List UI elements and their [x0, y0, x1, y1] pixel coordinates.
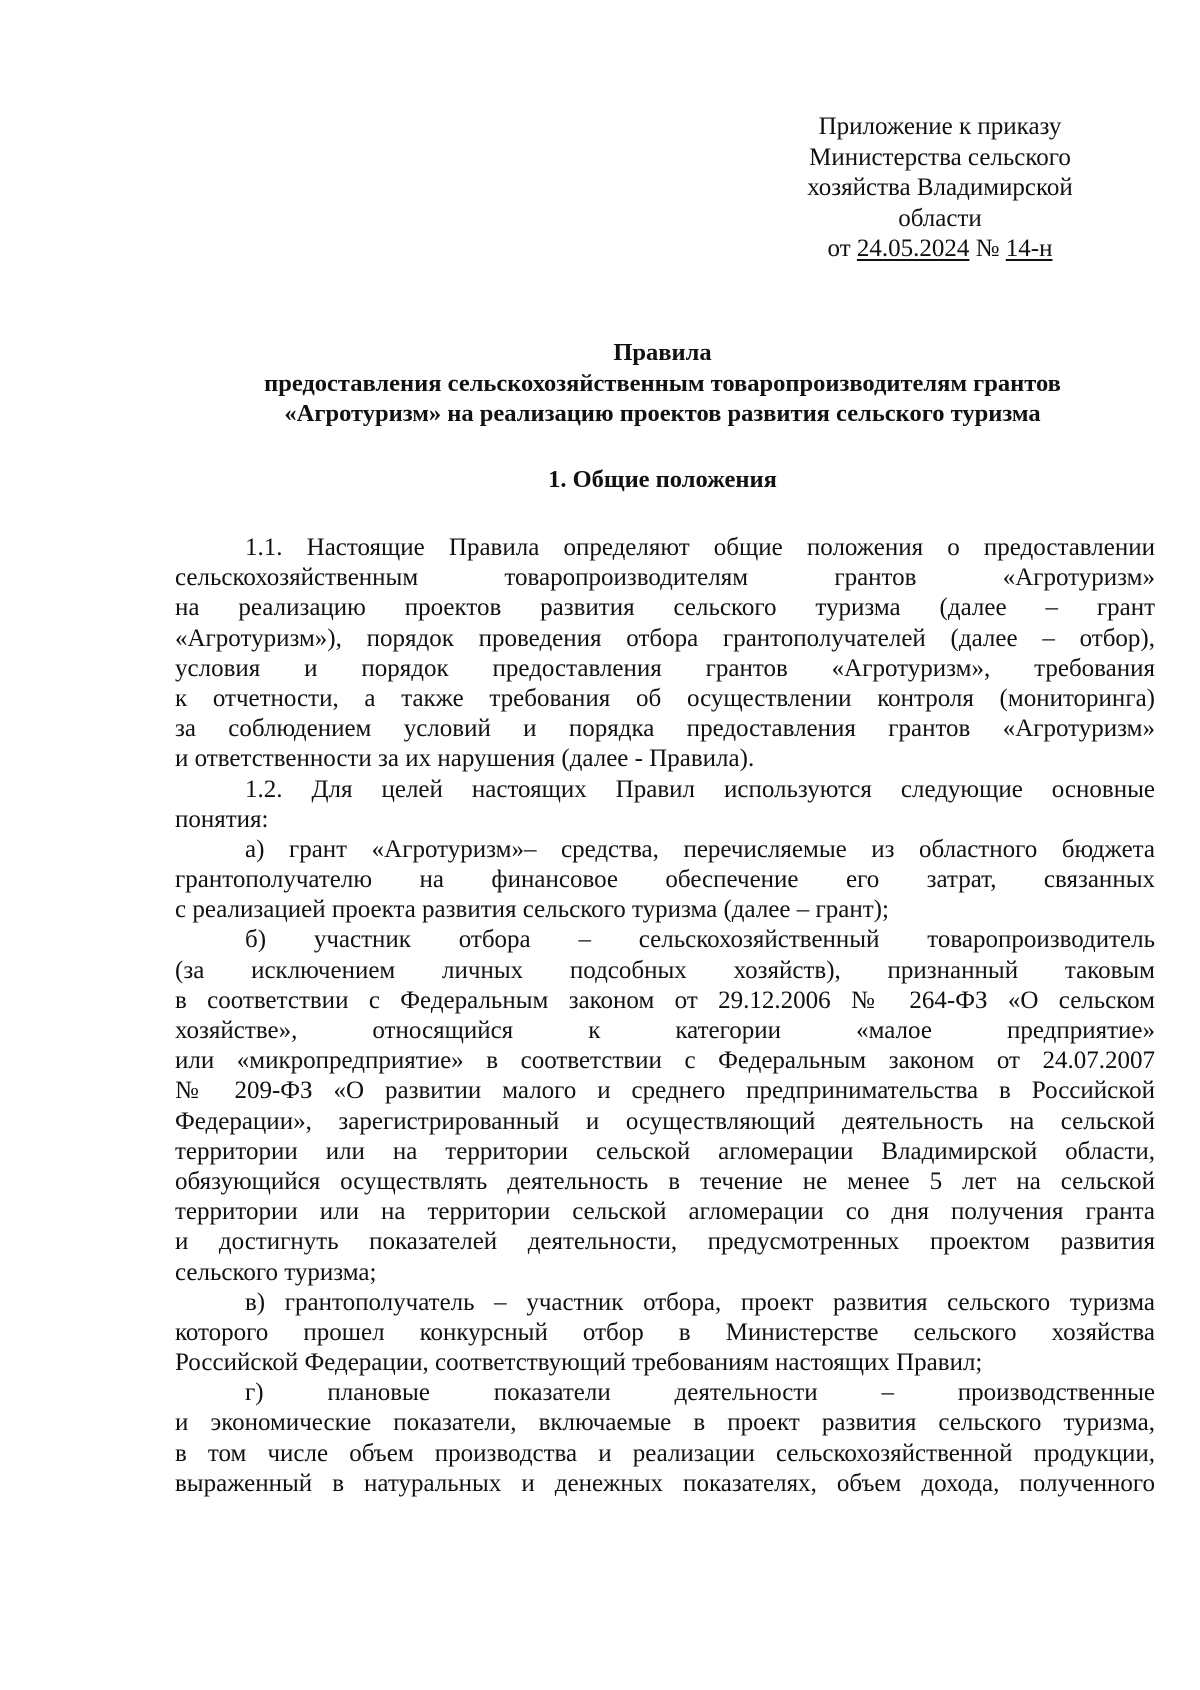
annex-block — [770, 112, 1110, 265]
body-line: Федерации», зарегистрированный и осуществляющий деятельность на сельской — [175, 1107, 1155, 1135]
body-line: хозяйстве», относящийся к категории «малое предприятие» — [175, 1017, 1155, 1044]
body-line: а) грант «Агротуризм»– средства, перечисляемые из областного бюджета — [245, 835, 1155, 863]
body-line: к отчетности, а также требования об осуществлении контроля (мониторинга) — [175, 684, 1155, 712]
annex-order-number: 14-н — [1005, 235, 1053, 262]
body-line: Российской Федерации, соответствующий требованиям настоящих Правил; — [175, 1349, 983, 1377]
annex-line-4: области — [898, 204, 982, 232]
body-line: в том числе объем производства и реализации сельскохозяйственной продукции, — [175, 1439, 1155, 1467]
annex-order-date: 24.05.2024 — [856, 235, 970, 262]
body-line: б) участник отбора – сельскохозяйственный товаропроизводитель — [245, 926, 1155, 954]
body-line: 1.1. Настоящие Правила определяют общие положения о предоставлении — [245, 534, 1155, 561]
body-line: которого прошел конкурсный отбор в Министерстве сельского хозяйства — [175, 1318, 1155, 1346]
body-line: и достигнуть показателей деятельности, предусмотренных проектом развития — [175, 1228, 1155, 1256]
body-line: г) плановые показатели деятельности – производственные — [245, 1379, 1155, 1407]
annex-line-3: хозяйства Владимирской — [807, 174, 1073, 201]
body-line: на реализацию проектов развития сельского туризма (далее – грант — [175, 594, 1155, 622]
title-line-3: «Агротуризм» на реализацию проектов развития сельского туризма — [284, 400, 1041, 427]
annex-number-label: № — [975, 235, 1000, 262]
body-line: понятия: — [175, 805, 269, 833]
body-line: территории или на территории сельской агломерации со дня получения гранта — [175, 1198, 1155, 1226]
body-line: грантополучателю на финансовое обеспечение его затрат, связанных — [175, 866, 1155, 894]
body-line: в соответствии с Федеральным законом от 29.12.2006 № 264-ФЗ «О сельском — [175, 986, 1155, 1014]
body-line: «Агротуризм»), порядок проведения отбора грантополучателей (далее – отбор), — [175, 624, 1155, 652]
body-line: сельского туризма; — [175, 1258, 377, 1286]
body-line: сельскохозяйственным товаропроизводителям грантов «Агротуризм» — [175, 564, 1155, 592]
annex-line-2: Министерства сельского — [809, 143, 1071, 171]
title-line-1: Правила — [613, 339, 712, 366]
document-title — [170, 338, 1155, 430]
body-line: № 209-ФЗ «О развитии малого и среднего предпринимательства в Российской — [175, 1077, 1155, 1105]
body-line: территории или на территории сельской агломерации Владимирской области, — [175, 1137, 1155, 1165]
body-line: (за исключением личных подсобных хозяйств), признанный таковым — [175, 956, 1155, 984]
body-line: в) грантополучатель – участник отбора, проект развития сельского туризма — [245, 1288, 1155, 1316]
body-line: выраженный в натуральных и денежных показателях, объем дохода, полученного — [175, 1469, 1155, 1497]
body-line: и ответственности за их нарушения (далее - Правила). — [175, 745, 755, 773]
section-heading: 1. Общие положения — [548, 466, 777, 493]
body-line: обязующийся осуществлять деятельность в течение не менее 5 лет на сельской — [175, 1167, 1155, 1195]
body-line: за соблюдением условий и порядка предоставления грантов «Агротуризм» — [175, 715, 1155, 743]
body-line: и экономические показатели, включаемые в проект развития сельского туризма, — [175, 1409, 1155, 1437]
annex-from-label: от — [827, 235, 851, 262]
annex-line-1: Приложение к приказу — [818, 113, 1062, 140]
body-line: 1.2. Для целей настоящих Правил используются следующие основные — [245, 775, 1155, 803]
body-line: условия и порядок предоставления грантов «Агротуризм», требования — [175, 654, 1155, 682]
annex-order-ref — [770, 234, 1110, 265]
body-line: с реализацией проекта развития сельского туризма (далее – грант); — [175, 896, 889, 924]
body-text — [175, 533, 1155, 1499]
body-line: или «микропредприятие» в соответствии с Федеральным законом от 24.07.2007 — [175, 1047, 1155, 1075]
title-line-2: предоставления сельскохозяйственным товаропроизводителям грантов — [264, 369, 1061, 397]
